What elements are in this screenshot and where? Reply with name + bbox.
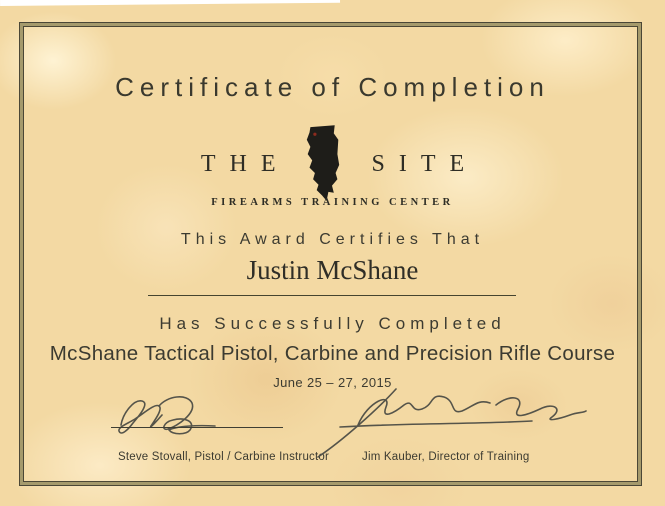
scan-edge-artifact bbox=[0, 0, 340, 6]
recipient-underline bbox=[148, 295, 516, 296]
recipient-name: Justin McShane bbox=[246, 255, 419, 285]
logo-word-the: THE bbox=[200, 150, 290, 177]
signature-line-left bbox=[111, 427, 283, 428]
site-location-marker-icon bbox=[314, 133, 317, 136]
illinois-state-icon bbox=[305, 121, 341, 207]
course-name: McShane Tactical Pistol, Carbine and Precision Rifle Course bbox=[49, 342, 616, 365]
logo-word-site: SITE bbox=[371, 150, 479, 177]
signature-label-left: Steve Stovall, Pistol / Carbine Instructor bbox=[118, 451, 330, 463]
the-site-logo bbox=[0, 120, 665, 208]
stovall-signature-icon bbox=[103, 392, 231, 438]
award-line: This Award Certifies That bbox=[180, 231, 485, 248]
kauber-signature-icon bbox=[300, 383, 588, 461]
logo-subtitle: FIREARMS TRAINING CENTER bbox=[211, 197, 454, 208]
completed-line: Has Successfully Completed bbox=[159, 314, 506, 333]
certificate-title: Certificate of Completion bbox=[115, 72, 550, 102]
course-dates: June 25 – 27, 2015 bbox=[273, 375, 392, 390]
signature-label-right: Jim Kauber, Director of Training bbox=[362, 451, 530, 463]
